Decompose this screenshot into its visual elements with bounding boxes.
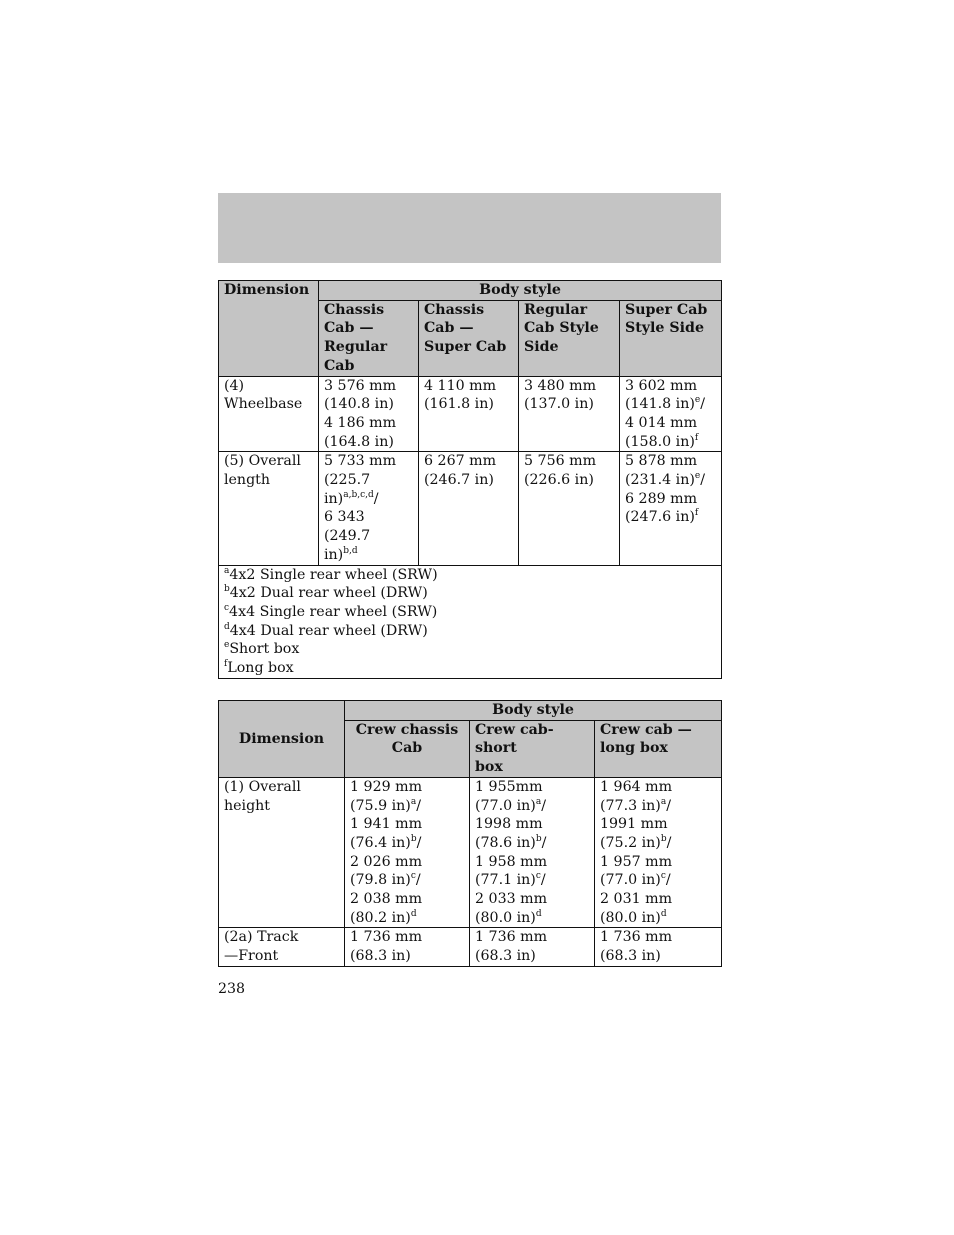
table-cell [595, 777, 722, 928]
footnote-mark: a [410, 796, 417, 807]
table-cell [519, 376, 620, 452]
value-line: (141.8 in)$^e$/ [625, 395, 705, 413]
footnote-mark: b [660, 833, 667, 844]
value-line: 6 289 mm [625, 490, 698, 507]
footnote-mark: c [410, 871, 416, 882]
table-cell [319, 452, 419, 565]
row-label-line: Wheelbase [224, 396, 303, 413]
footnote: $^e$Short box [224, 640, 300, 658]
table-row [219, 928, 722, 966]
column-header-line: Style Side [625, 320, 704, 337]
footnote-mark: a,b,c,d [343, 489, 374, 500]
value-line: 3 602 mm [625, 377, 698, 394]
value-line: 1 736 mm [475, 929, 548, 946]
value-line: (77.0 in)$^c$/ [600, 871, 671, 889]
footnote-mark: a [535, 796, 542, 807]
footnote-mark: d [410, 908, 417, 919]
column-header-line: box [475, 759, 503, 776]
footnote-mark: b,d [343, 545, 358, 556]
row-label [219, 928, 345, 966]
footnote-mark: a [224, 565, 230, 576]
table-cell [419, 376, 519, 452]
value-line: (77.3 in)$^a$/ [600, 796, 672, 814]
footnote: $^f$Long box [224, 659, 294, 677]
value-line: 1 929 mm [350, 778, 423, 795]
value-line: 2 033 mm [475, 891, 548, 908]
value-line: 1 736 mm [350, 929, 423, 946]
table-cell [595, 928, 722, 966]
value-line: (79.8 in)$^c$/ [350, 871, 421, 889]
row-label [219, 452, 319, 565]
table-cell [620, 376, 722, 452]
row-label [219, 376, 319, 452]
value-line: 1998 mm [475, 816, 543, 833]
value-line: 4 014 mm [625, 414, 698, 431]
value-line: 3 480 mm [524, 377, 597, 394]
column-header-line: Regular [324, 339, 388, 356]
footnote: $^d$4x4 Dual rear wheel (DRW) [224, 621, 428, 639]
column-header-line: long box [600, 740, 668, 757]
value-line: (164.8 in) [324, 433, 394, 450]
value-line: 1 941 mm [350, 816, 423, 833]
footnote-mark: c [660, 871, 666, 882]
footnotes [219, 565, 722, 678]
table-cell [470, 928, 595, 966]
value-line: 1 964 mm [600, 778, 673, 795]
column-header-line: Chassis [324, 301, 385, 318]
column-header-line: Chassis [424, 301, 485, 318]
body-style-header: Body style [319, 281, 722, 301]
column-header [470, 720, 595, 777]
table-cell [345, 777, 470, 928]
footnote-mark: b [535, 833, 542, 844]
dimensions-table-2 [218, 700, 722, 967]
page-number: 238 [218, 981, 246, 997]
value-line: 2 031 mm [600, 891, 673, 908]
dimensions-table-1 [218, 280, 722, 679]
value-line: (80.0 in)$^d$ [475, 908, 542, 926]
value-line: 1 955mm [475, 778, 543, 795]
column-header-line: Cab Style [524, 320, 599, 337]
body-style-header: Body style [345, 701, 722, 721]
footnote-mark: f [224, 659, 228, 670]
value-line: (225.7 [324, 472, 371, 489]
footnote-mark: e [694, 471, 701, 482]
column-header-line: Crew cab-short [475, 721, 554, 757]
footnote-mark: e [694, 395, 701, 406]
footnote: $^a$4x2 Single rear wheel (SRW) [224, 565, 438, 583]
column-header [620, 300, 722, 376]
dimension-header: Dimension [219, 701, 345, 778]
value-line: (80.0 in)$^d$ [600, 908, 667, 926]
value-line: (68.3 in) [350, 948, 411, 965]
table-row [219, 376, 722, 452]
value-line: (140.8 in) [324, 396, 394, 413]
value-line: 2 038 mm [350, 891, 423, 908]
value-line: 4 186 mm [324, 414, 397, 431]
table-row [219, 777, 722, 928]
column-header [345, 720, 470, 777]
value-line: (226.6 in) [524, 472, 594, 489]
column-header-line: Crew chassis [355, 721, 459, 738]
value-line: 2 026 mm [350, 853, 423, 870]
column-header [319, 300, 419, 376]
footnote-mark: f [694, 508, 699, 519]
footnote: $^c$4x4 Single rear wheel (SRW) [224, 602, 438, 620]
value-line: (137.0 in) [524, 396, 594, 413]
row-label-line: —Front [224, 948, 279, 965]
column-header [419, 300, 519, 376]
value-line: 5 756 mm [524, 453, 597, 470]
table-cell [419, 452, 519, 565]
value-line: (246.7 in) [424, 472, 494, 489]
value-line: (68.3 in) [475, 948, 536, 965]
table-cell [345, 928, 470, 966]
value-line: (161.8 in) [424, 396, 494, 413]
value-line: 1 736 mm [600, 929, 673, 946]
column-header-line: Regular [524, 301, 588, 318]
row-label-line: (2a) Track [224, 929, 299, 946]
row-label-line: (4) [224, 377, 245, 394]
value-line: (76.4 in)$^b$/ [350, 833, 422, 851]
table-cell [319, 376, 419, 452]
footnote-mark: b [410, 833, 417, 844]
footnote-mark: f [694, 432, 699, 443]
column-header-line: Side [524, 339, 559, 356]
footnote-mark: a [660, 796, 667, 807]
footnote-mark: b [224, 584, 230, 595]
value-line: (68.3 in) [600, 948, 661, 965]
value-line: in)$^{b,d}$ [324, 545, 358, 563]
column-header-line: Super Cab [625, 301, 708, 318]
value-line: (77.0 in)$^a$/ [475, 796, 547, 814]
value-line: 3 576 mm [324, 377, 397, 394]
column-header [519, 300, 620, 376]
dimension-header: Dimension [219, 281, 319, 377]
row-label-line: height [224, 797, 270, 814]
row-label-line: (1) Overall [224, 778, 301, 795]
value-line: (75.2 in)$^b$/ [600, 833, 672, 851]
column-header-line: Cab — [324, 320, 374, 337]
value-line: 5 733 mm [324, 453, 397, 470]
value-line: 1991 mm [600, 816, 668, 833]
footnote-mark: c [224, 602, 230, 613]
column-header-line: Crew cab — [600, 721, 692, 738]
value-line: 4 110 mm [424, 377, 497, 394]
row-label-line: (5) Overall [224, 453, 301, 470]
row-label [219, 777, 345, 928]
value-line: (78.6 in)$^b$/ [475, 833, 547, 851]
value-line: in)$^{a,b,c,d}$/ [324, 489, 379, 507]
table-cell [620, 452, 722, 565]
column-header-line: Super Cab [424, 339, 507, 356]
row-label-line: length [224, 472, 270, 489]
column-header-line: Cab [324, 357, 355, 374]
table-row [219, 452, 722, 565]
footnote-mark: e [224, 640, 230, 651]
value-line: (77.1 in)$^c$/ [475, 871, 546, 889]
footnote-mark: d [660, 908, 667, 919]
value-line: (75.9 in)$^a$/ [350, 796, 422, 814]
table-cell [519, 452, 620, 565]
value-line: 6 343 (249.7 [324, 509, 371, 545]
table-cell [470, 777, 595, 928]
footnote: $^b$4x2 Dual rear wheel (DRW) [224, 584, 428, 602]
value-line: 1 958 mm [475, 853, 548, 870]
value-line: 5 878 mm [625, 453, 698, 470]
value-line: (80.2 in)$^d$ [350, 908, 417, 926]
value-line: (158.0 in)$^f$ [625, 432, 699, 450]
header-band [218, 193, 721, 263]
column-header-line: Cab [391, 740, 423, 757]
footnote-mark: d [535, 908, 542, 919]
value-line: (247.6 in)$^f$ [625, 508, 699, 526]
footnote-mark: d [224, 621, 230, 632]
column-header-line: Cab — [424, 320, 474, 337]
value-line: (231.4 in)$^e$/ [625, 471, 705, 489]
value-line: 6 267 mm [424, 453, 497, 470]
column-header [595, 720, 722, 777]
footnote-mark: c [535, 871, 541, 882]
value-line: 1 957 mm [600, 853, 673, 870]
